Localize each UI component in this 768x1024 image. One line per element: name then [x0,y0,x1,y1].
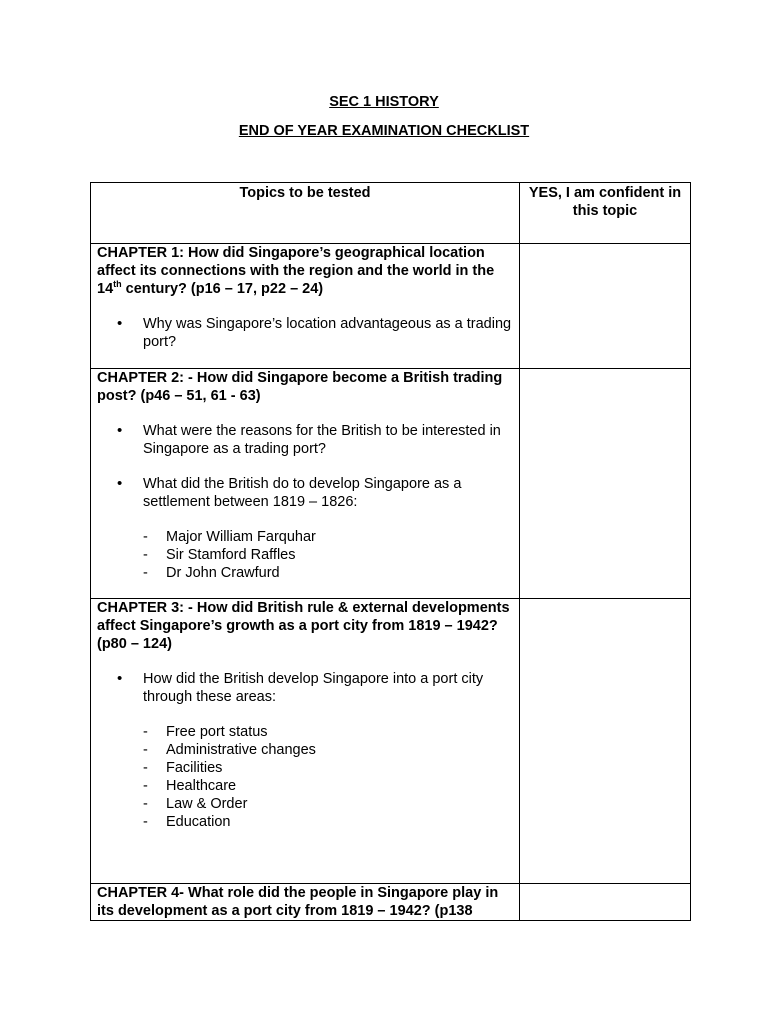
list-item: - Administrative changes [97,741,513,759]
chapter-1-title: CHAPTER 1: How did Singapore’s geographical location affect its connections with the region and the world in the 14th century? (p16 – 17, p22 – 24) [97,245,495,297]
list-item: - Dr John Crawfurd [97,564,513,582]
list-item: - Law & Order [97,795,513,813]
table-row [91,244,691,369]
table-row [91,369,691,599]
chapter-1-question: • Why was Singapore’s location advantageous as a trading port? [97,315,513,351]
table-row [91,884,691,921]
checklist-table [90,182,691,921]
topics-header: Topics to be tested [91,183,520,244]
chapter-3-question: • How did the British develop Singapore into a port city through these areas: [97,670,513,706]
chapter-3-confidence-cell[interactable] [520,599,691,884]
chapter-4-title: CHAPTER 4- What role did the people in Singapore play in its development as a port city from 1819 – 1942? (p138 [97,885,499,919]
confidence-header: YES, I am confident in this topic [520,183,691,244]
chapter-4-cell [91,884,520,921]
list-item: - Facilities [97,759,513,777]
document-heading: SEC 1 HISTORY [329,94,439,110]
table-header-row [91,183,691,244]
document-subheading: END OF YEAR EXAMINATION CHECKLIST [238,123,530,139]
chapter-1-confidence-cell[interactable] [520,244,691,369]
chapter-2-confidence-cell[interactable] [520,369,691,599]
chapter-1-cell [91,244,520,369]
list-item: - Sir Stamford Raffles [97,546,513,564]
list-item: - Education [97,813,513,831]
list-item: - Healthcare [97,777,513,795]
list-item: - Free port status [97,723,513,741]
chapter-3-title: CHAPTER 3: - How did British rule & external developments affect Singapore’s growth as a port city from 1819 – 1942? (p80 – 124) [97,600,510,652]
chapter-2-question-1: • What were the reasons for the British to be interested in Singapore as a trading port? [97,422,513,458]
chapter-2-title: CHAPTER 2: - How did Singapore become a British trading post? (p46 – 51, 61 - 63) [97,370,503,404]
table-row [91,599,691,884]
chapter-4-confidence-cell[interactable] [520,884,691,921]
list-item: - Major William Farquhar [97,528,513,546]
chapter-2-cell [91,369,520,599]
chapter-3-cell [91,599,520,884]
chapter-2-question-2: • What did the British do to develop Singapore as a settlement between 1819 – 1826: [97,475,513,511]
